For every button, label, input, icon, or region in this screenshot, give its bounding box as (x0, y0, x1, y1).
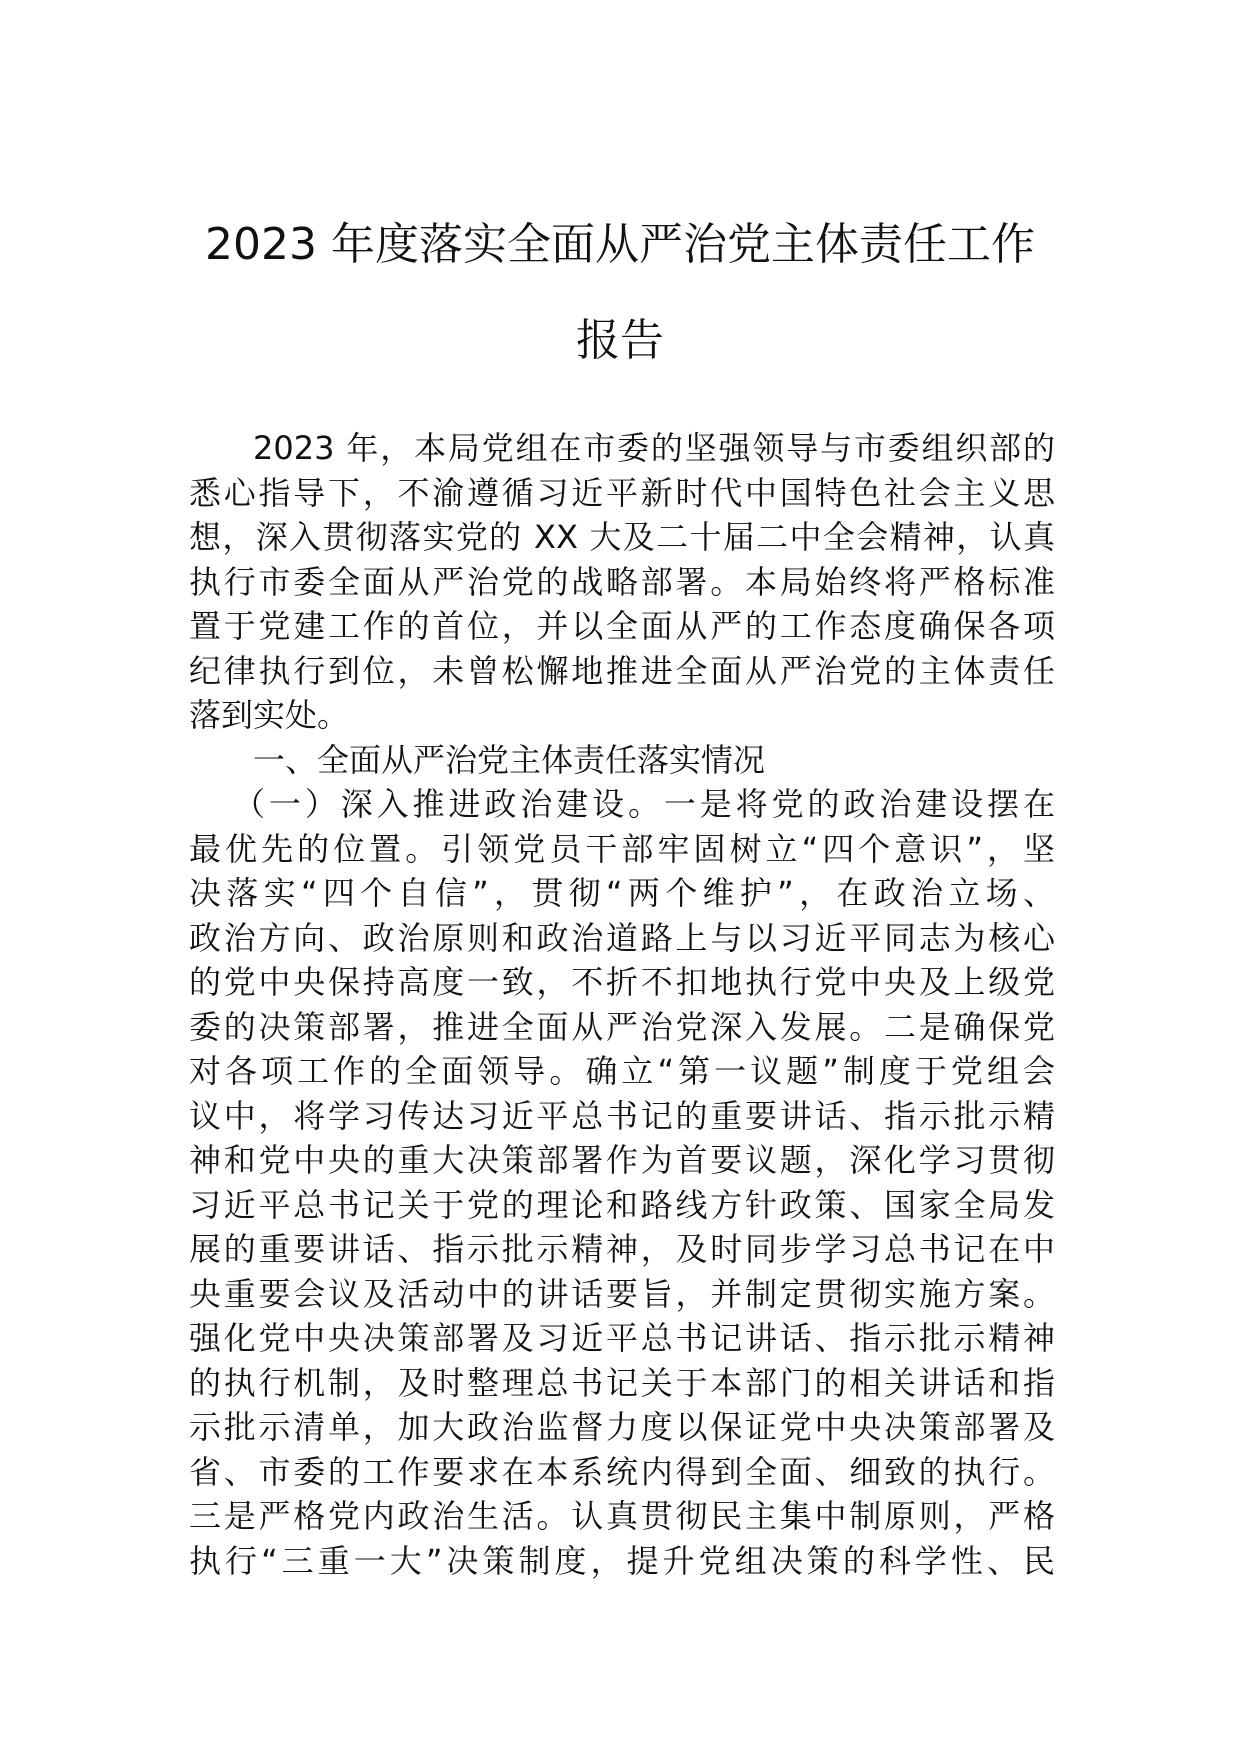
paragraph-line: （一）深入推进政治建设。一是将党的政治建设摆在 (233, 785, 1055, 823)
paragraph-line: 对各项工作的全面领导。确立“第一议题”制度于党组会 (189, 1052, 1055, 1090)
document-body (189, 426, 1055, 1583)
paragraph-line: 省、市委的工作要求在本系统内得到全面、细致的执行。 (189, 1452, 1055, 1491)
paragraph-line: 的党中央保持高度一致，不折不扣地执行党中央及上级党 (189, 963, 1055, 1001)
document-title (150, 197, 1090, 389)
paragraph-line: 三是严格党内政治生活。认真贯彻民主集中制原则，严格 (189, 1497, 1055, 1535)
paragraph-line: 神和党中央的重大决策部署作为首要议题，深化学习贯彻 (189, 1141, 1055, 1179)
paragraph-line: 置于党建工作的首位，并以全面从严的工作态度确保各项 (189, 607, 1055, 645)
paragraph-line: 最优先的位置。引领党员干部牢固树立“四个意识”，坚 (189, 829, 1055, 868)
title-line: 2023 年度落实全面从严治党主体责任工作 (205, 219, 1035, 270)
paragraph-line: 想，深入贯彻落实党的 XX 大及二十届二中全会精神，认真 (189, 518, 1055, 556)
paragraph-line: 的执行机制，及时整理总书记关于本部门的相关讲话和指 (189, 1363, 1055, 1402)
paragraph-line: 落到实处。 (189, 696, 350, 734)
title-line: 报告 (576, 315, 664, 366)
paragraph-line: 纪律执行到位，未曾松懈地推进全面从严治党的主体责任 (189, 651, 1055, 690)
paragraph-line: 委的决策部署，推进全面从严治党深入发展。二是确保党 (189, 1007, 1055, 1046)
paragraph-line: 示批示清单，加大政治监督力度以保证党中央决策部署及 (189, 1408, 1055, 1446)
paragraph-line: 决落实“四个自信”，贯彻“两个维护”，在政治立场、 (189, 874, 1055, 912)
paragraph-line: 展的重要讲话、指示批示精神，及时同步学习总书记在中 (189, 1230, 1055, 1268)
paragraph-line: 悉心指导下，不渝遵循习近平新时代中国特色社会主义思 (189, 473, 1055, 512)
paragraph-line: 政治方向、政治原则和政治道路上与以习近平同志为核心 (189, 918, 1055, 957)
paragraph-line: 执行市委全面从严治党的战略部署。本局始终将严格标准 (189, 562, 1055, 601)
paragraph-line: 习近平总书记关于党的理论和路线方针政策、国家全局发 (189, 1185, 1055, 1224)
paragraph-line: 央重要会议及活动中的讲话要旨，并制定贯彻实施方案。 (189, 1274, 1055, 1313)
paragraph-line: 执行“三重一大”决策制度，提升党组决策的科学性、民 (189, 1541, 1055, 1580)
paragraph-line: 议中，将学习传达习近平总书记的重要讲话、指示批示精 (189, 1096, 1055, 1135)
section-heading: 一、全面从严治党主体责任落实情况 (253, 740, 766, 779)
paragraph-line: 强化党中央决策部署及习近平总书记讲话、指示批示精神 (189, 1319, 1055, 1357)
paragraph-line: 2023 年，本局党组在市委的坚强领导与市委组织部的 (253, 429, 1055, 467)
